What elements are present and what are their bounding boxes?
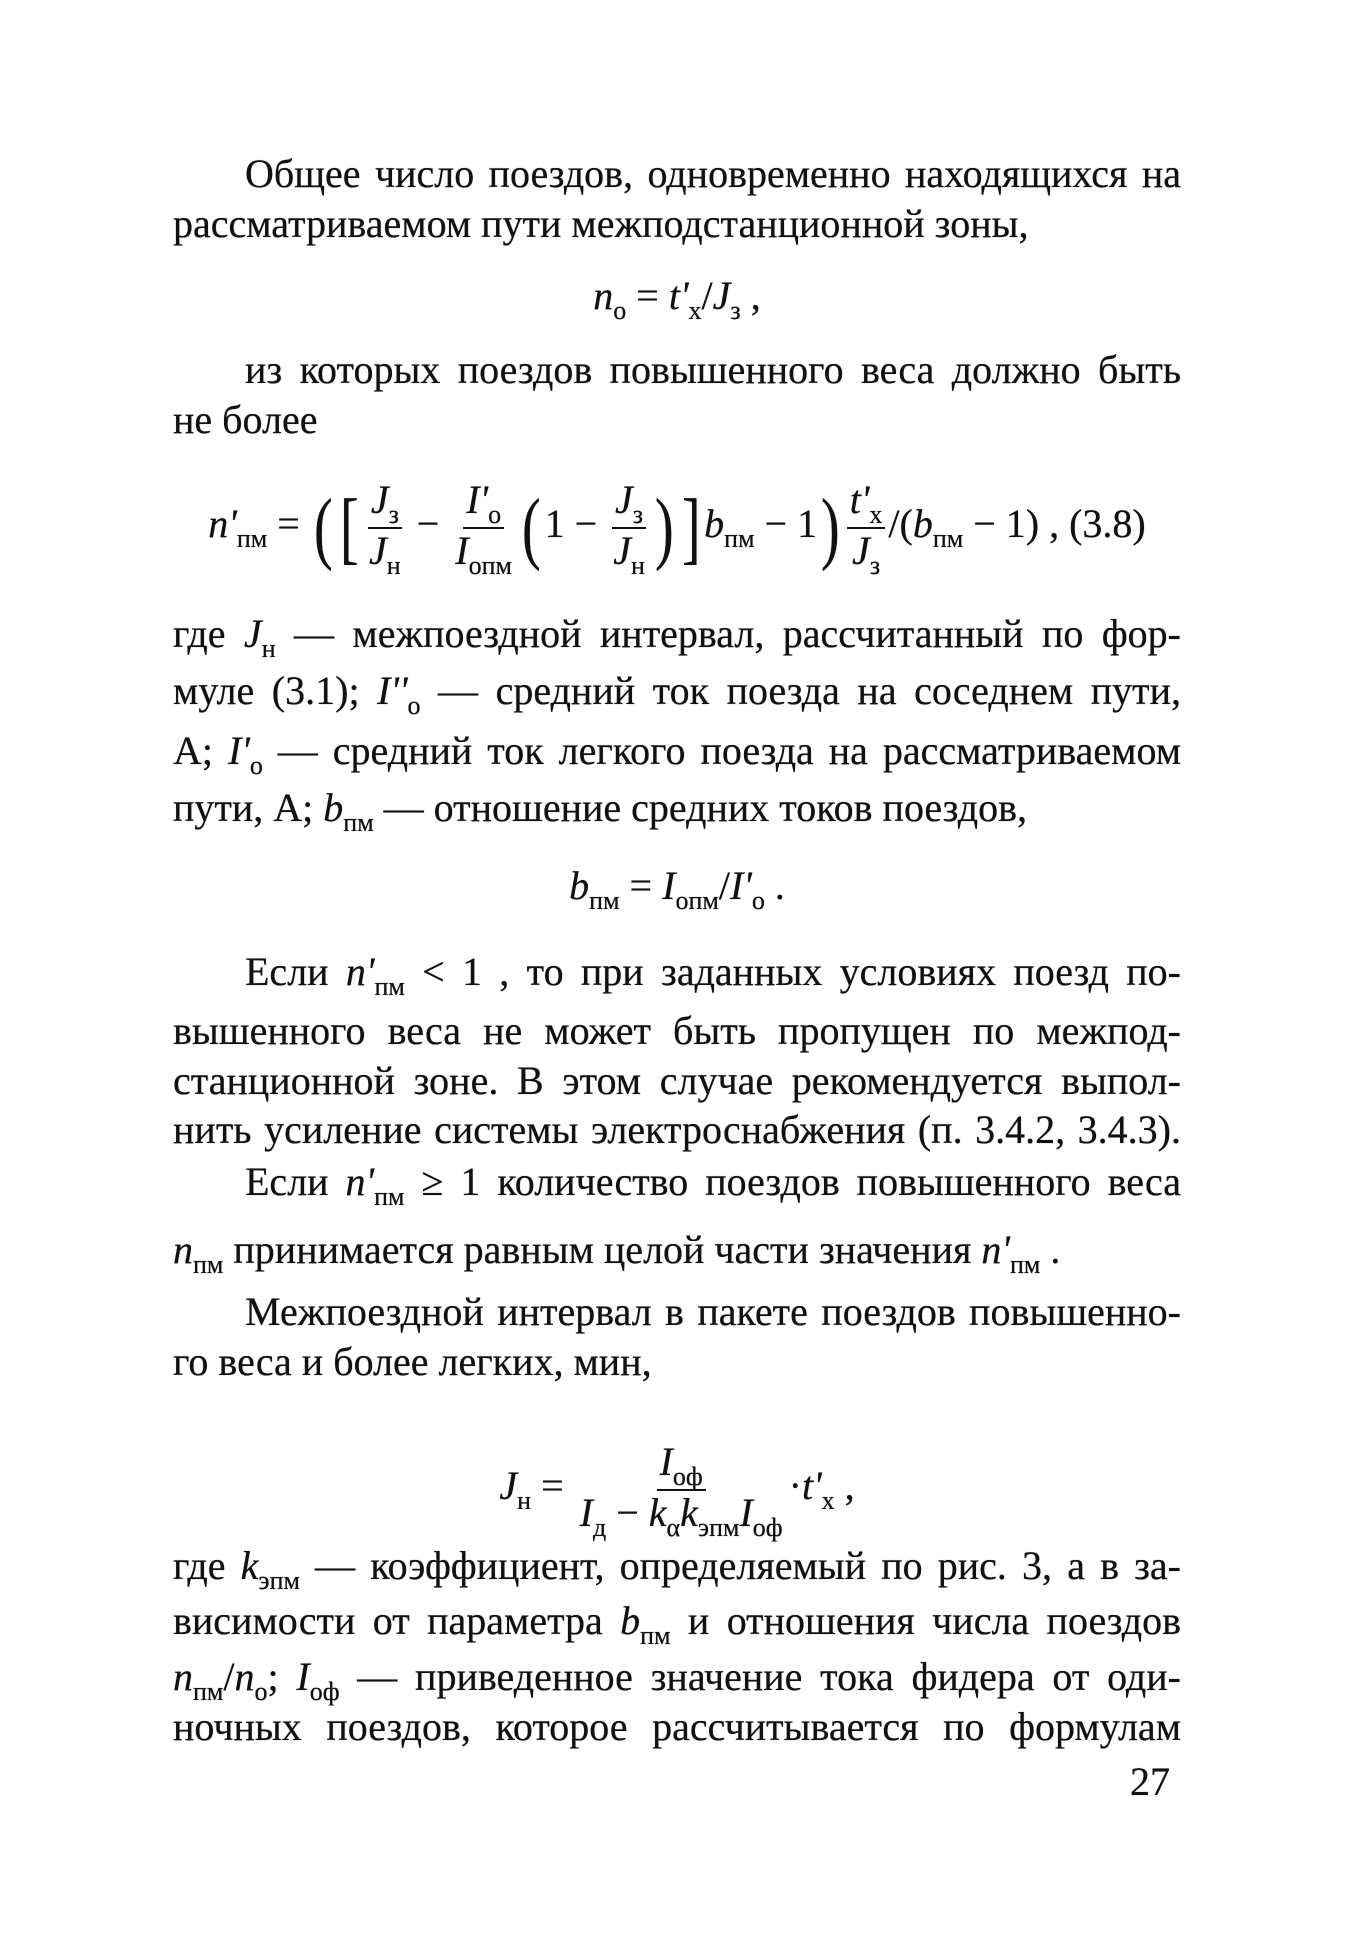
text-run: = (267, 501, 310, 547)
variable-symbol: n (173, 1227, 193, 1272)
math-variable (981, 1227, 1041, 1279)
variable-subscript: опм (468, 551, 512, 580)
text-line (173, 610, 1181, 663)
variable-subscript: о (249, 751, 263, 780)
variable-symbol: J (613, 528, 631, 573)
math-variable (227, 728, 263, 780)
variable-symbol: t' (849, 477, 870, 522)
formula (173, 1440, 1181, 1540)
variable-symbol: n' (345, 1159, 375, 1204)
math-variable (620, 1598, 671, 1650)
text-line (173, 1226, 1181, 1279)
text-line (173, 1703, 1181, 1751)
math-variable (613, 528, 645, 580)
text-run: − 1 (754, 501, 818, 547)
variable-subscript: x (821, 1486, 835, 1516)
variable-subscript: оф (309, 1677, 340, 1706)
math-variable (615, 477, 644, 529)
variable-subscript: пм (374, 1182, 405, 1211)
text-run: − (406, 501, 450, 547)
variable-symbol: J (852, 528, 870, 573)
fraction-denominator (452, 529, 515, 578)
variable-subscript: пм (343, 808, 374, 837)
math-variable (455, 528, 512, 580)
fraction-denominator (577, 1491, 786, 1540)
math-variable (593, 273, 627, 325)
text-run: — отношение средних токов поездов, (373, 785, 1027, 830)
fraction (366, 478, 404, 578)
text-run: = (626, 273, 669, 318)
text-run: ночных поездов, которое рассчитывается по формулам (173, 1704, 1181, 1749)
text-run: — средний ток легкого поезда на рассматриваемом (262, 728, 1182, 773)
formula (173, 862, 1181, 915)
variable-symbol: b (912, 501, 933, 547)
variable-symbol: n (173, 1654, 193, 1699)
variable-symbol: n (234, 1654, 255, 1699)
text-run: из которых поездов повышенного веса должно быть (245, 347, 1181, 392)
text-run: = (619, 863, 663, 908)
math-variable (234, 1654, 268, 1706)
bracket: ] (681, 484, 701, 572)
math-variable (240, 1543, 300, 1595)
variable-subscript: оф (672, 1462, 703, 1491)
fraction (847, 478, 886, 578)
text-run: ; (267, 1654, 297, 1699)
variable-symbol: t' (801, 1463, 822, 1509)
math-variable (739, 1490, 783, 1542)
text-run: го веса и более легких, мин, (173, 1339, 652, 1384)
variable-subscript: опм (675, 886, 719, 915)
text-run: пути, А; (173, 785, 324, 830)
text-run: · (788, 1463, 802, 1509)
variable-symbol: b (620, 1598, 641, 1643)
variable-symbol: k (648, 1490, 667, 1535)
variable-symbol: J (615, 477, 633, 522)
variable-subscript: пм (1009, 1250, 1041, 1279)
text-run: где (173, 1543, 241, 1588)
text-line (245, 346, 1181, 394)
text-run: принимается равным целой части значения (223, 1227, 982, 1272)
text-run: рассматриваемом пути межподстанционной зоны, (173, 201, 1029, 246)
math-variable (712, 273, 741, 325)
variable-symbol: I' (227, 728, 250, 773)
text-run: вышенного веса не может быть пропущен по межпод- (173, 1008, 1181, 1053)
math-variable (377, 668, 421, 720)
variable-subscript: оф (752, 1513, 783, 1542)
bracket: ( (313, 484, 333, 572)
text-run: Если (245, 1159, 346, 1204)
text-line (173, 1057, 1181, 1105)
text-run: − (606, 1490, 649, 1535)
variable-subscript: пм (589, 886, 620, 915)
math-variable (648, 1490, 681, 1542)
bracket: ) (821, 484, 840, 572)
text-run: 1 − (544, 501, 608, 547)
text-run: /( (888, 501, 913, 547)
math-variable (499, 1463, 532, 1516)
text-run: — межпоездной интервал, рассчитанный по фор- (275, 611, 1181, 656)
text-run: Общее число поездов, одновременно находящихся на (245, 151, 1181, 196)
math-variable (296, 1654, 340, 1706)
fraction-numerator (463, 478, 504, 529)
math-variable (173, 1227, 224, 1279)
variable-subscript: о (488, 500, 502, 529)
variable-subscript: н (630, 551, 645, 580)
math-variable (173, 1654, 224, 1706)
variable-subscript: эпм (258, 1566, 300, 1595)
formula (173, 272, 1181, 325)
text-line (173, 1597, 1181, 1650)
bracket: [ (340, 484, 360, 572)
text-line (245, 948, 1181, 1001)
math-variable (704, 501, 755, 554)
text-run: станционной зоне. В этом случае рекомендуется выпол- (173, 1058, 1181, 1103)
text-line (173, 200, 1181, 248)
variable-symbol: n' (208, 501, 237, 547)
math-variable (912, 501, 964, 554)
fraction (577, 1440, 786, 1540)
math-variable (662, 863, 719, 915)
page-number: 27 (1130, 1759, 1170, 1804)
text-run: А; (173, 728, 228, 773)
fraction (452, 478, 515, 578)
text-run: / (701, 273, 713, 318)
math-variable (243, 611, 276, 663)
text-line (173, 396, 1181, 444)
variable-symbol: t' (668, 273, 689, 318)
text-run: . (1040, 1227, 1061, 1272)
variable-subscript: з (632, 500, 644, 529)
variable-subscript: пм (236, 524, 268, 554)
variable-subscript: з (388, 500, 399, 529)
variable-symbol: n' (981, 1227, 1010, 1272)
text-run: / (223, 1654, 235, 1699)
math-variable (729, 863, 765, 915)
text-run: и отношения числа поездов (670, 1598, 1181, 1643)
math-variable (369, 528, 401, 580)
variable-symbol: I (455, 528, 469, 573)
variable-symbol: b (569, 863, 590, 908)
variable-symbol: n (593, 273, 614, 318)
math-variable (569, 863, 620, 915)
variable-symbol: I' (466, 477, 489, 522)
variable-subscript: пм (193, 1250, 224, 1279)
fraction (610, 478, 648, 578)
math-variable (668, 273, 702, 325)
variable-subscript: н (386, 551, 401, 580)
math-variable (466, 477, 502, 529)
text-run: висимости от параметра (173, 1598, 621, 1643)
fraction-numerator (847, 478, 886, 529)
variable-symbol: J (712, 273, 731, 318)
fraction-numerator (612, 478, 646, 529)
bracket: ( (521, 484, 541, 572)
formula (173, 478, 1181, 578)
math-variable (659, 1439, 703, 1491)
math-variable (345, 949, 405, 1001)
text-run: нить усиление системы электроснабжения (п. 3.4.2, 3.4.3). (173, 1107, 1181, 1152)
text-line (173, 1653, 1181, 1706)
text-run: . (764, 863, 785, 908)
variable-subscript: x (688, 296, 702, 325)
fraction-denominator (366, 529, 404, 578)
math-variable (801, 1463, 835, 1516)
variable-subscript: н (517, 1486, 532, 1516)
text-run: Если (245, 949, 346, 994)
text-run: , (740, 273, 761, 318)
text-line (173, 784, 1181, 837)
variable-subscript: з (869, 551, 881, 580)
variable-symbol: J (243, 611, 262, 656)
text-run: = (531, 1463, 574, 1509)
fraction-numerator (657, 1440, 706, 1491)
math-variable (579, 1490, 607, 1542)
math-variable (680, 1490, 740, 1542)
variable-symbol: k (240, 1543, 259, 1588)
variable-symbol: I (659, 1439, 673, 1484)
text-run: ≥ 1 количество поездов повышенного веса (404, 1159, 1181, 1204)
text-run: , (834, 1463, 855, 1509)
variable-symbol: I' (729, 863, 752, 908)
text-run: / (718, 863, 730, 908)
math-variable (370, 477, 399, 529)
variable-subscript: эпм (697, 1513, 740, 1542)
variable-subscript: пм (932, 524, 964, 554)
variable-subscript: о (254, 1677, 268, 1706)
variable-subscript: пм (193, 1677, 224, 1706)
math-variable (345, 1159, 405, 1211)
variable-symbol: I (739, 1490, 753, 1535)
variable-symbol: J (499, 1463, 518, 1509)
variable-subscript: пм (724, 524, 755, 554)
text-run: — приведенное значение тока фидера от оди- (339, 1654, 1181, 1699)
variable-subscript: д (592, 1513, 607, 1542)
text-run: < 1 , то при заданных условиях поезд по- (404, 949, 1181, 994)
variable-symbol: J (369, 528, 387, 573)
variable-subscript: пм (374, 972, 405, 1001)
variable-subscript: о (751, 886, 765, 915)
variable-subscript: о (407, 691, 421, 720)
variable-symbol: I (296, 1654, 310, 1699)
variable-symbol: I (662, 863, 676, 908)
variable-subscript: о (613, 296, 627, 325)
text-line (173, 667, 1181, 720)
text-run: − 1) , (3.8) (963, 501, 1146, 547)
fraction-numerator (368, 478, 402, 529)
math-variable (323, 785, 374, 837)
text-run: Межпоездной интервал в пакете поездов повышенно- (245, 1289, 1181, 1334)
variable-symbol: I (579, 1490, 593, 1535)
text-line (173, 1007, 1181, 1055)
text-run: где (173, 611, 244, 656)
bracket: ) (654, 484, 674, 572)
variable-subscript: α (666, 1513, 681, 1542)
text-line (173, 727, 1181, 780)
text-line (245, 150, 1181, 198)
fraction-denominator (849, 529, 883, 578)
text-line (245, 1158, 1181, 1211)
variable-symbol: J (370, 477, 389, 522)
text-line (173, 1542, 1181, 1595)
variable-symbol: k (680, 1490, 698, 1535)
variable-subscript: н (261, 634, 276, 663)
variable-subscript: з (730, 296, 741, 325)
fraction-denominator (610, 529, 648, 578)
text-line (173, 1106, 1181, 1154)
text-line (245, 1288, 1181, 1336)
text-line (173, 1338, 1181, 1386)
variable-symbol: b (704, 501, 725, 547)
variable-subscript: x (869, 500, 883, 529)
text-run: не более (173, 397, 318, 442)
variable-symbol: I'' (377, 668, 408, 713)
variable-subscript: пм (640, 1621, 671, 1650)
math-variable (852, 528, 881, 580)
variable-symbol: b (323, 785, 344, 830)
text-run: — коэффициент, определяемый по рис. 3, а в за- (299, 1543, 1181, 1588)
math-variable (849, 477, 883, 529)
variable-symbol: n' (345, 949, 375, 994)
text-run: — средний ток поезда на соседнем пути, (420, 668, 1181, 713)
text-run: муле (3.1); (173, 668, 378, 713)
math-variable (208, 501, 268, 554)
